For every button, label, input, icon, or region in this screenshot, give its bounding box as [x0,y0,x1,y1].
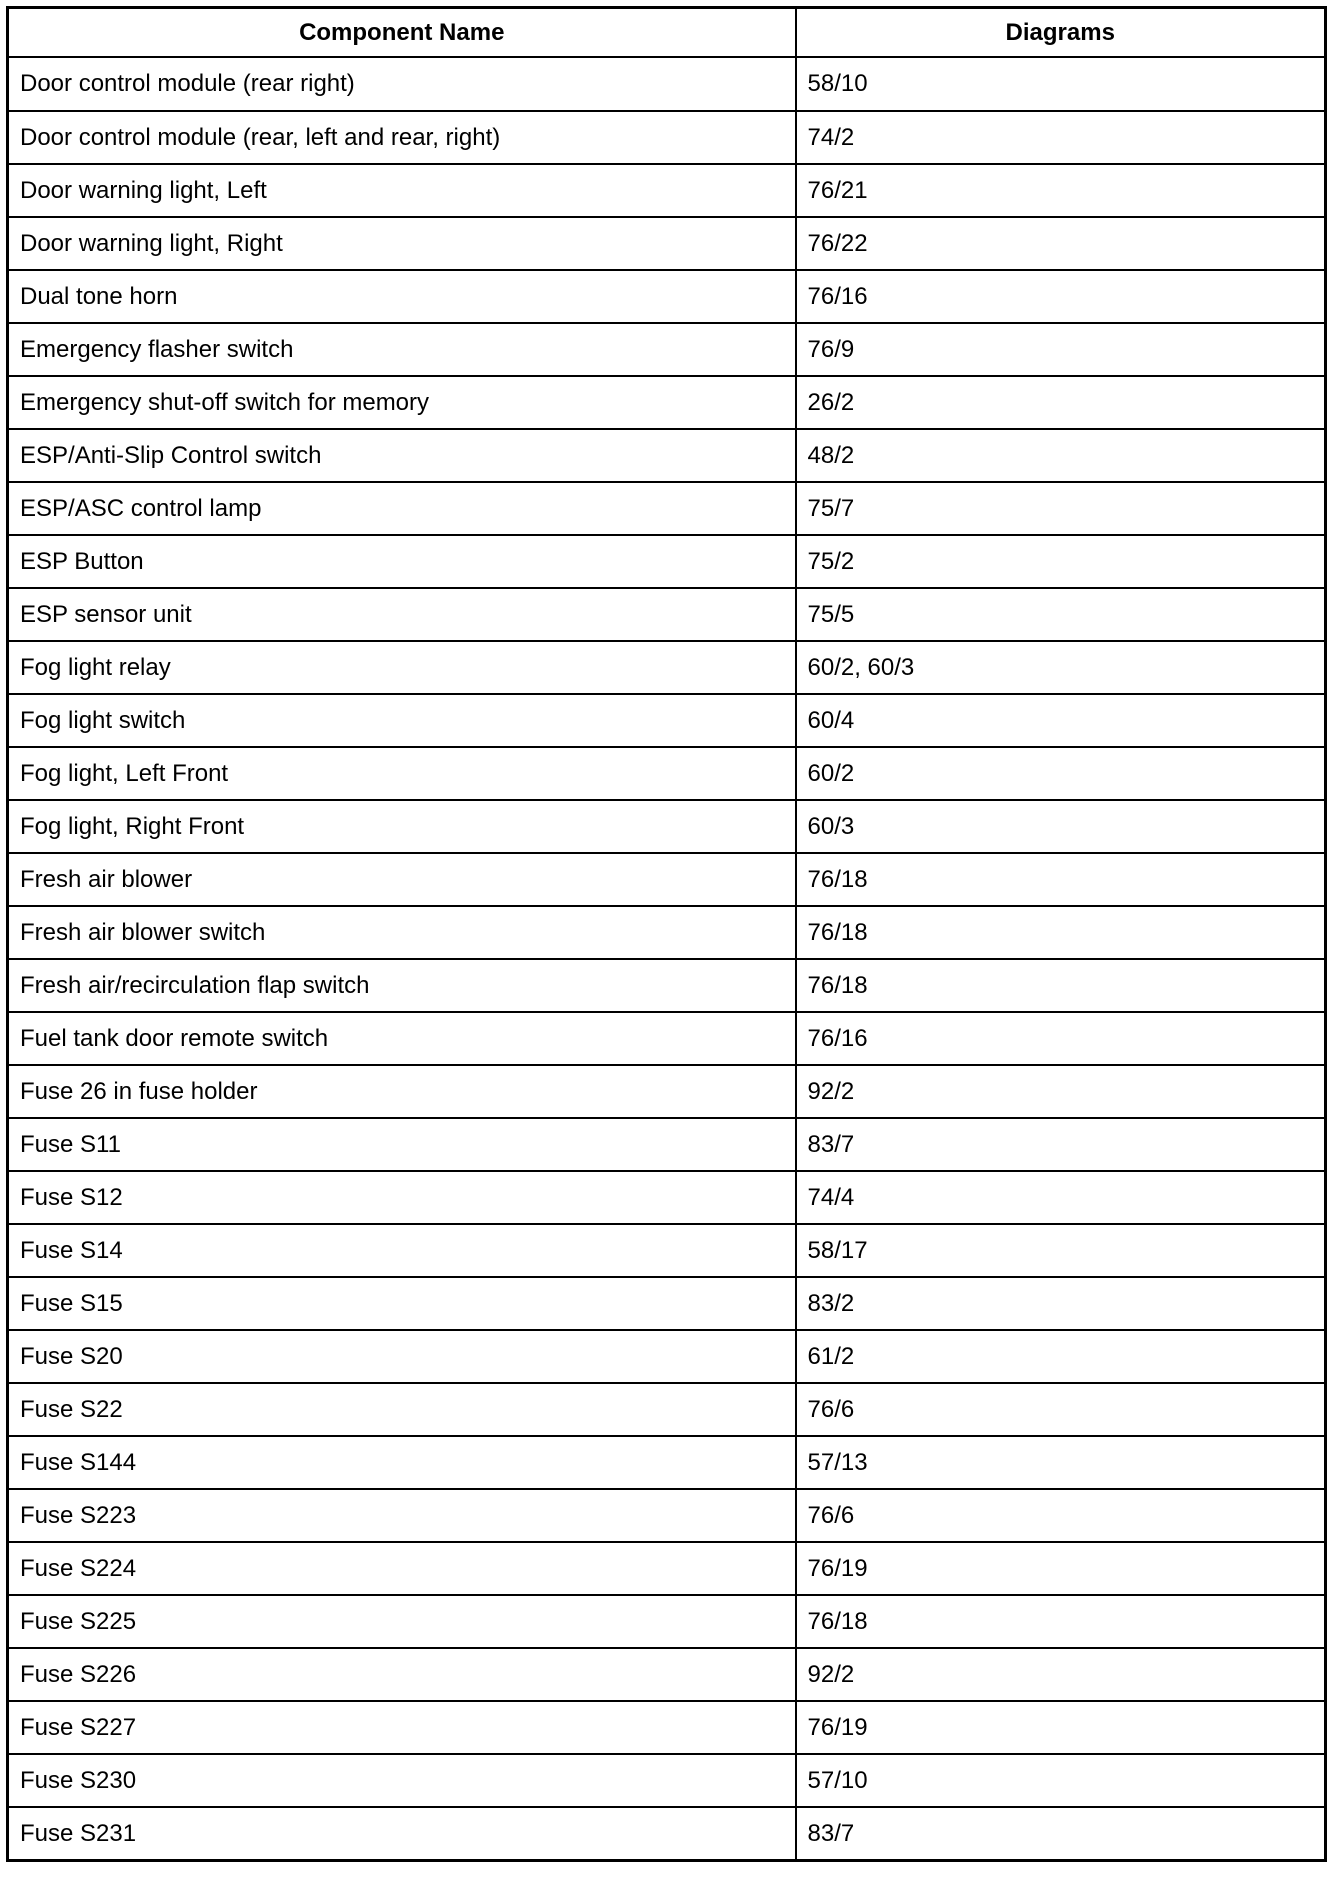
component-name-cell: Fuse S224 [8,1542,796,1595]
diagrams-cell: 61/2 [796,1330,1326,1383]
component-name-cell: ESP/ASC control lamp [8,482,796,535]
table-row [8,1542,1326,1595]
table-row [8,1807,1326,1861]
diagrams-cell: 76/21 [796,164,1326,217]
table-row [8,588,1326,641]
component-name-cell: ESP/Anti-Slip Control switch [8,429,796,482]
component-name-cell: Fuel tank door remote switch [8,1012,796,1065]
diagrams-cell: 76/6 [796,1383,1326,1436]
table-row [8,694,1326,747]
table-row [8,1065,1326,1118]
diagrams-cell: 57/13 [796,1436,1326,1489]
component-name-cell: Fuse S11 [8,1118,796,1171]
component-name-cell: Fuse S231 [8,1807,796,1861]
component-name-cell: Dual tone horn [8,270,796,323]
diagrams-cell: 75/7 [796,482,1326,535]
component-name-cell: ESP sensor unit [8,588,796,641]
component-name-cell: Fuse S223 [8,1489,796,1542]
table-row [8,641,1326,694]
component-name-cell: Fuse S15 [8,1277,796,1330]
component-name-cell: Fuse S12 [8,1171,796,1224]
table-row [8,1754,1326,1807]
table-row [8,535,1326,588]
component-name-cell: Fuse S144 [8,1436,796,1489]
diagrams-cell: 83/2 [796,1277,1326,1330]
diagrams-cell: 58/17 [796,1224,1326,1277]
component-name-cell: Fuse S230 [8,1754,796,1807]
component-name-cell: Fuse S227 [8,1701,796,1754]
component-name-cell: ESP Button [8,535,796,588]
table-row [8,906,1326,959]
table-row [8,1648,1326,1701]
table-row [8,376,1326,429]
table-row [8,1012,1326,1065]
component-name-cell: Emergency shut-off switch for memory [8,376,796,429]
component-name-cell: Emergency flasher switch [8,323,796,376]
component-name-cell: Fuse S226 [8,1648,796,1701]
diagrams-cell: 76/18 [796,906,1326,959]
table-row [8,429,1326,482]
component-name-cell: Fog light relay [8,641,796,694]
table-row [8,1224,1326,1277]
component-name-cell: Door control module (rear right) [8,57,796,111]
table-row [8,853,1326,906]
diagrams-cell: 76/16 [796,1012,1326,1065]
diagrams-cell: 76/22 [796,217,1326,270]
table-row [8,323,1326,376]
component-name-cell: Fresh air/recirculation flap switch [8,959,796,1012]
diagrams-cell: 60/4 [796,694,1326,747]
table-row [8,111,1326,164]
diagrams-cell: 76/19 [796,1701,1326,1754]
diagrams-cell: 75/5 [796,588,1326,641]
diagrams-cell: 60/2 [796,747,1326,800]
table-row [8,800,1326,853]
table-row [8,164,1326,217]
table-row [8,1701,1326,1754]
table-row [8,57,1326,111]
diagrams-cell: 26/2 [796,376,1326,429]
component-name-cell: Fog light, Left Front [8,747,796,800]
table-row [8,1436,1326,1489]
table-header-row [8,8,1326,58]
component-name-cell: Fuse S22 [8,1383,796,1436]
diagrams-cell: 74/2 [796,111,1326,164]
component-name-cell: Door warning light, Right [8,217,796,270]
table-row [8,1595,1326,1648]
component-name-cell: Fuse S20 [8,1330,796,1383]
table-row [8,217,1326,270]
component-name-cell: Fog light switch [8,694,796,747]
diagrams-cell: 76/18 [796,1595,1326,1648]
diagrams-cell: 76/6 [796,1489,1326,1542]
diagrams-cell: 83/7 [796,1807,1326,1861]
diagrams-cell: 57/10 [796,1754,1326,1807]
component-name-cell: Fresh air blower switch [8,906,796,959]
diagrams-cell: 76/19 [796,1542,1326,1595]
diagrams-cell: 83/7 [796,1118,1326,1171]
header-diagrams: Diagrams [796,8,1326,58]
component-diagram-table [6,6,1327,1862]
diagrams-cell: 60/3 [796,800,1326,853]
table-body [8,57,1326,1861]
table-row [8,482,1326,535]
table-row [8,1118,1326,1171]
component-name-cell: Fuse 26 in fuse holder [8,1065,796,1118]
diagrams-cell: 76/9 [796,323,1326,376]
diagrams-cell: 74/4 [796,1171,1326,1224]
component-name-cell: Fuse S225 [8,1595,796,1648]
diagrams-cell: 76/18 [796,959,1326,1012]
component-name-cell: Fuse S14 [8,1224,796,1277]
diagrams-cell: 48/2 [796,429,1326,482]
diagrams-cell: 60/2, 60/3 [796,641,1326,694]
diagrams-cell: 92/2 [796,1065,1326,1118]
component-name-cell: Fog light, Right Front [8,800,796,853]
header-component-name: Component Name [8,8,796,58]
component-name-cell: Door warning light, Left [8,164,796,217]
diagrams-cell: 76/18 [796,853,1326,906]
component-name-cell: Fresh air blower [8,853,796,906]
table-row [8,1171,1326,1224]
table-row [8,747,1326,800]
diagrams-cell: 92/2 [796,1648,1326,1701]
table-row [8,1489,1326,1542]
diagrams-cell: 75/2 [796,535,1326,588]
table-row [8,270,1326,323]
table-row [8,959,1326,1012]
diagrams-cell: 58/10 [796,57,1326,111]
table-row [8,1383,1326,1436]
table-row [8,1330,1326,1383]
component-name-cell: Door control module (rear, left and rear, right) [8,111,796,164]
diagrams-cell: 76/16 [796,270,1326,323]
table-row [8,1277,1326,1330]
